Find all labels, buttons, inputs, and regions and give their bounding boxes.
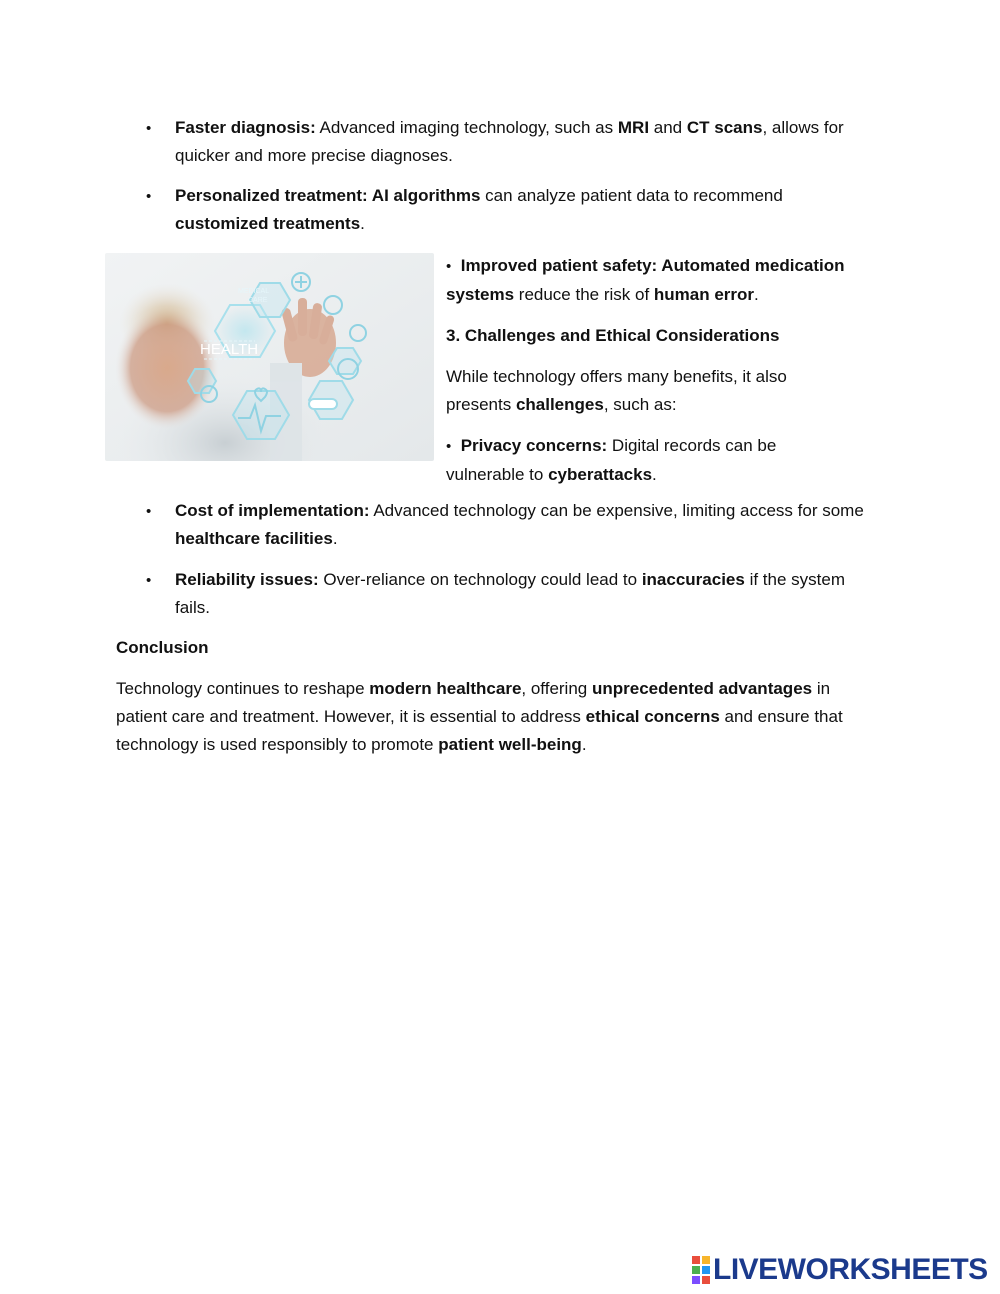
privacy-text [446,436,776,484]
health-tech-photo [105,253,434,461]
bold-text: healthcare facilities [175,529,333,548]
text-run: if the system fails. [175,570,845,617]
text-run: in patient care and treatment. However, it is essential to address [116,679,831,726]
logo-text: LIVEWORKSHEETS [713,1253,988,1286]
bullet-marker: • [146,572,152,589]
bullet-personalized-treatment [175,182,855,238]
logo-tile [702,1276,710,1284]
text-run: , such as: [603,395,677,414]
text-run: , offering [521,679,592,698]
conclusion-heading: Conclusion [116,638,209,657]
text-run: Advanced imaging technology, such as [315,118,618,137]
conclusion-paragraph [116,675,868,759]
bold-text: Improved patient safety: Automated medication systems [446,256,845,304]
text-run: . [332,529,338,548]
bullet-improved-safety [446,252,876,309]
text-run: While technology offers many benefits, it also presents [446,367,787,414]
text-run: , allows for quicker and more precise diagnoses. [175,118,844,165]
logo-tile [692,1256,700,1264]
bullet-marker: • [446,258,452,275]
text-run: and [649,118,687,137]
bold-text: patient well-being [438,735,582,754]
logo-tile [702,1266,710,1274]
bold-text: unprecedented advantages [591,679,813,698]
text-run: . [360,214,365,233]
bold-text: inaccuracies [641,570,745,589]
text-run: . [652,465,657,484]
bullet-marker: • [146,188,152,205]
bold-text: Faster diagnosis: [175,118,316,137]
text-run: . [754,285,759,304]
bold-text: modern healthcare [369,679,522,698]
logo-tiles-icon [692,1256,710,1284]
bullet-marker: • [446,438,452,455]
bold-text: human error [653,285,755,304]
bold-text: cyberattacks [548,465,653,484]
bullet-faster-diagnosis [175,114,875,170]
bold-text: MRI [617,118,650,137]
text-run: Digital records can be vulnerable to [446,436,777,484]
liveworksheets-logo[interactable] [692,1252,988,1288]
image-label-care: CARE [248,297,268,304]
challenges-intro [446,363,826,419]
logo-tile [692,1276,700,1284]
logo-tile [702,1256,710,1264]
text-run: reduce the risk of [514,285,654,304]
text-run: Technology continues to reshape [116,679,370,698]
bullet-cost-implementation [175,497,865,553]
bullet-marker: • [146,120,152,137]
bold-text: CT scans [686,118,763,137]
logo-tile [692,1266,700,1274]
bullet-reliability-issues [175,566,875,622]
bold-text: ethical concerns [585,707,720,726]
bold-text: customized treatments [175,214,361,233]
health-tech-illustration [105,253,434,461]
text-run: and ensure that technology is used responsibly to promote [116,707,843,754]
bold-text: Privacy concerns: [460,436,608,455]
image-label-health: HEALTH [200,341,259,358]
bold-text: Personalized treatment: AI algorithms [175,186,481,205]
image-label-medical: MEDICAL [238,288,270,295]
challenges-heading: 3. Challenges and Ethical Considerations [446,326,780,345]
side-column [446,252,876,489]
bullet-privacy-concerns [446,432,826,489]
improved-safety-text [446,256,845,304]
text-run: Over-reliance on technology could lead to [318,570,642,589]
text-run: . [581,735,587,754]
text-run: can analyze patient data to recommend [480,186,783,205]
bold-text: Reliability issues: [175,570,319,589]
bold-text: challenges [515,395,604,414]
bold-text: Cost of implementation: [175,501,370,520]
text-run: Advanced technology can be expensive, limiting access for some [369,501,864,520]
bullet-marker: • [146,503,152,520]
